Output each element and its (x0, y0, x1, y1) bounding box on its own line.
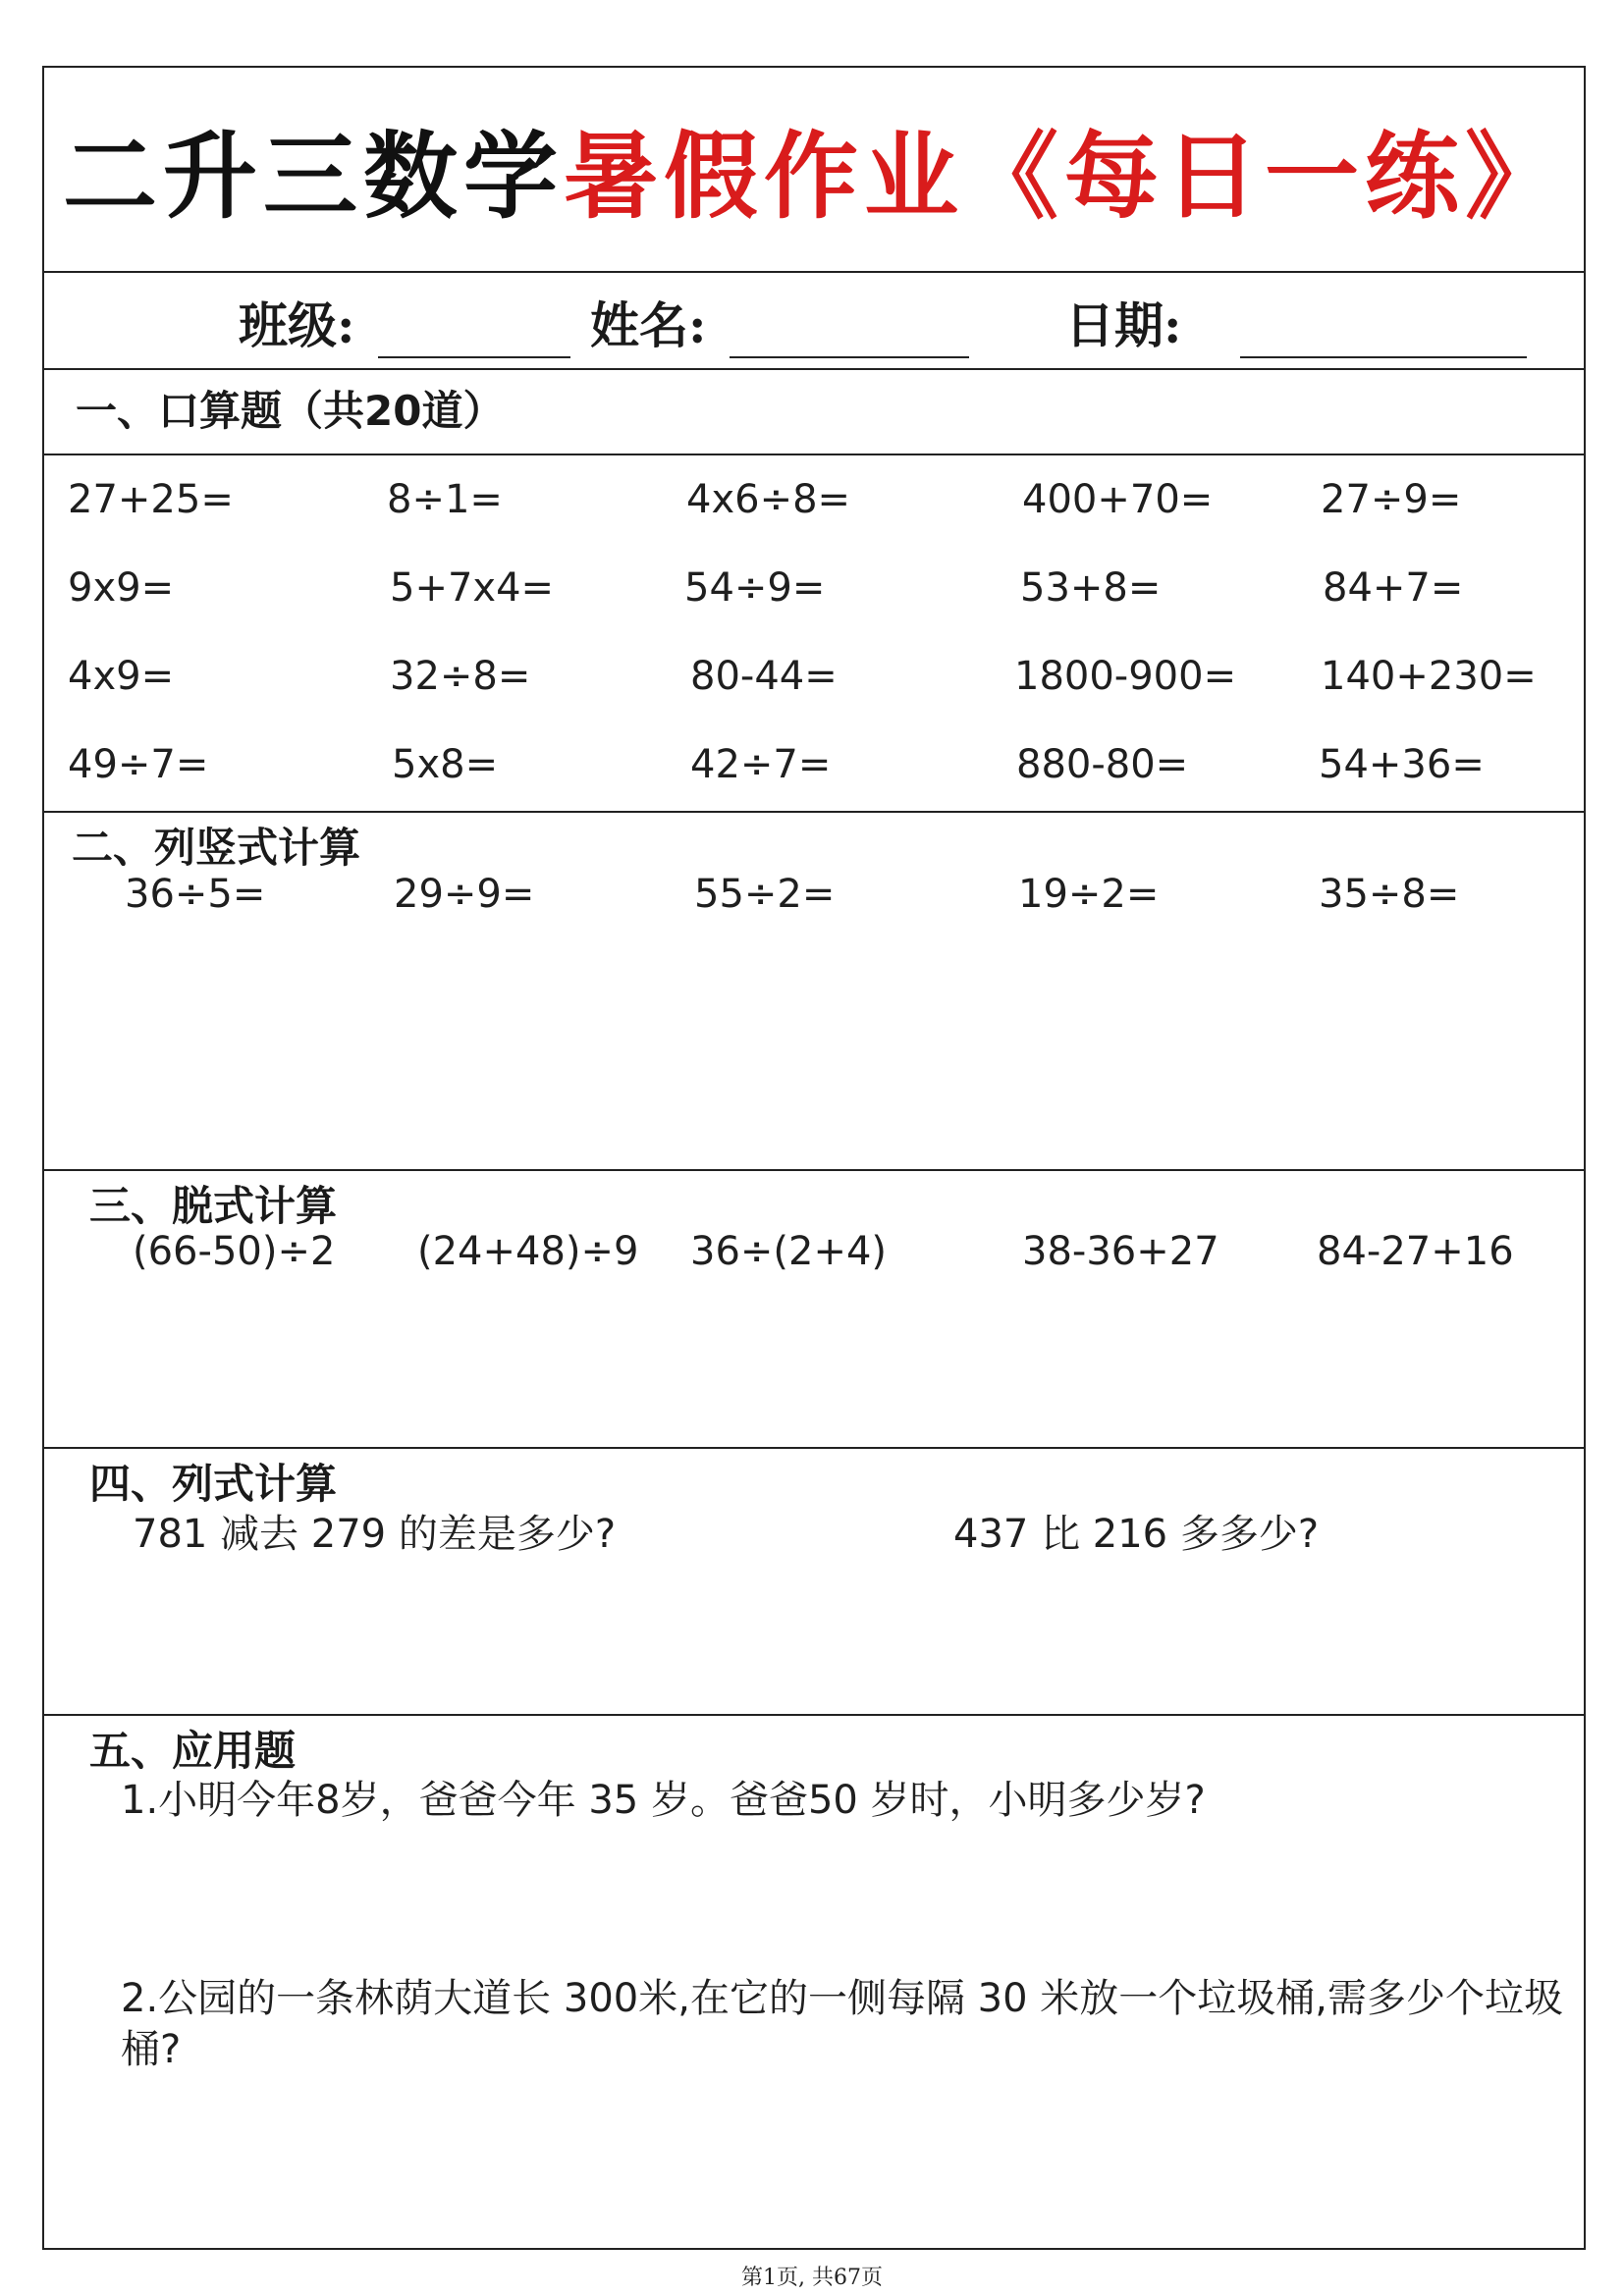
stepwise-problem: 38-36+27 (1022, 1229, 1219, 1274)
section4-heading: 四、列式计算 (89, 1460, 338, 1508)
section4 (44, 1449, 1584, 1716)
oral-problem: 32÷8= (390, 654, 531, 699)
oral-problem: 42÷7= (690, 742, 832, 787)
oral-problem: 5+7x4= (390, 565, 555, 611)
oral-problem: 8÷1= (387, 477, 503, 522)
stepwise-problem: 84-27+16 (1317, 1229, 1514, 1274)
stepwise-problem: 36÷(2+4) (690, 1229, 888, 1274)
oral-problem: 400+70= (1022, 477, 1214, 522)
section1-heading: 一、口算题（共20道） (76, 387, 505, 435)
application-problem-1: 1.小明今年8岁，爸爸今年 35 岁。爸爸50 岁时，小明多少岁? (121, 1778, 1206, 1823)
word-expression: 781 减去 279 的差是多少? (133, 1512, 617, 1557)
word-expression: 437 比 216 多多少? (953, 1512, 1320, 1557)
stepwise-problem: (24+48)÷9 (417, 1229, 639, 1274)
section3-heading: 三、脱式计算 (89, 1182, 338, 1230)
oral-problem: 84+7= (1323, 565, 1464, 611)
oral-problem: 49÷7= (68, 742, 209, 787)
section2-heading: 二、列竖式计算 (72, 824, 361, 872)
student-info-row (44, 273, 1584, 370)
application-problem-2: 2.公园的一条林荫大道长 300米,在它的一侧每隔 30 米放一个垃圾桶,需多少个垃圾桶? (121, 1976, 1563, 2072)
vertical-problem: 19÷2= (1018, 872, 1160, 917)
title-row (44, 68, 1584, 273)
oral-problem: 9x9= (68, 565, 175, 611)
name-blank[interactable] (730, 356, 969, 358)
class-blank[interactable] (378, 356, 570, 358)
oral-problem: 1800-900= (1014, 654, 1237, 699)
oral-problem: 53+8= (1020, 565, 1162, 611)
oral-problem: 54÷9= (684, 565, 826, 611)
worksheet (42, 66, 1586, 2250)
date-label: 日期: (1065, 296, 1182, 354)
section2 (44, 813, 1584, 1171)
oral-problem: 54+36= (1319, 742, 1485, 787)
date-blank[interactable] (1240, 356, 1527, 358)
section5-heading: 五、应用题 (89, 1727, 297, 1775)
oral-problem: 5x8= (392, 742, 499, 787)
vertical-problem: 29÷9= (394, 872, 535, 917)
title-main: 二升三数学 (63, 122, 564, 232)
stepwise-problem: (66-50)÷2 (133, 1229, 336, 1274)
section1-heading-row (44, 370, 1584, 455)
oral-problem: 27÷9= (1321, 477, 1462, 522)
section1-body (44, 455, 1584, 813)
oral-problem: 4x9= (68, 654, 175, 699)
oral-problem: 80-44= (690, 654, 838, 699)
title-highlight: 暑假作业《每日一练》 (564, 122, 1565, 232)
oral-problem: 140+230= (1321, 654, 1537, 699)
page-number: 第1页, 共67页 (741, 2266, 883, 2290)
vertical-problem: 55÷2= (694, 872, 836, 917)
oral-problem: 880-80= (1016, 742, 1189, 787)
vertical-problem: 36÷5= (125, 872, 266, 917)
class-label: 班级: (239, 296, 355, 354)
vertical-problem: 35÷8= (1319, 872, 1460, 917)
section3 (44, 1171, 1584, 1449)
oral-problem: 4x6÷8= (686, 477, 851, 522)
oral-problem: 27+25= (68, 477, 234, 522)
section5 (44, 1716, 1584, 2250)
name-label: 姓名: (590, 296, 707, 354)
